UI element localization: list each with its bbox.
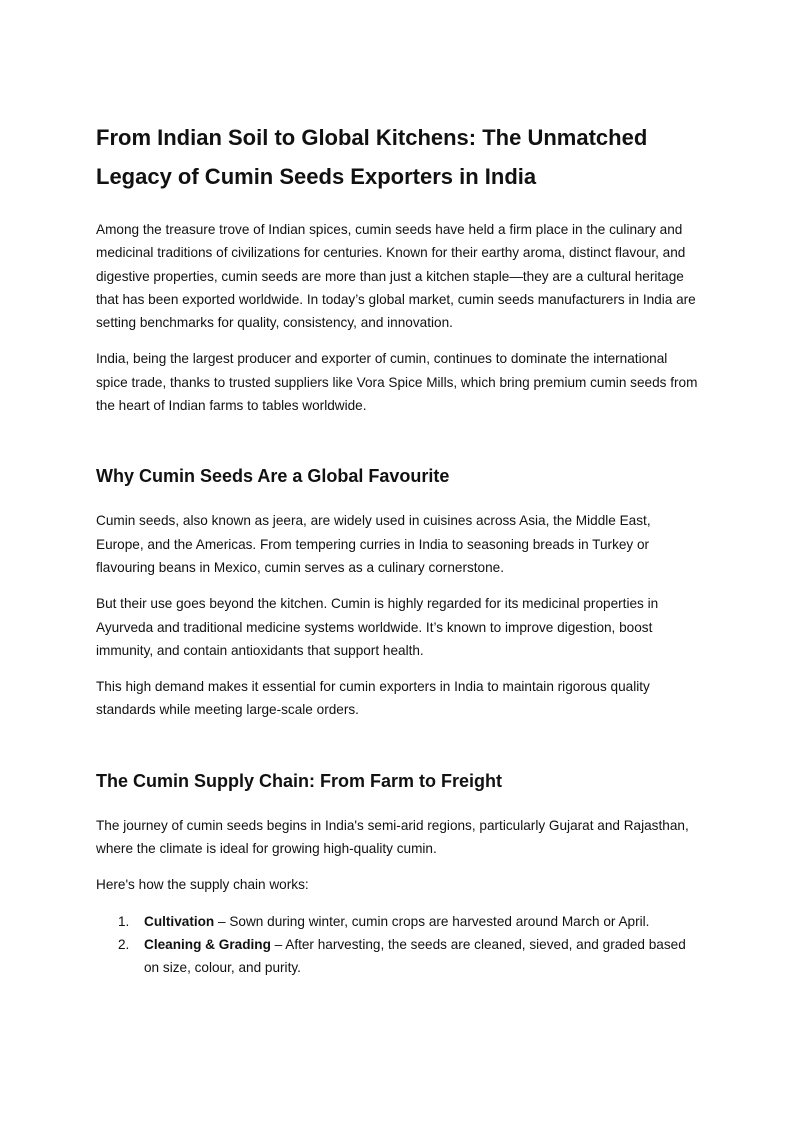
- list-item: [96, 933, 700, 980]
- list-item-number: 1.: [118, 913, 130, 929]
- supply-chain-steps: [96, 910, 700, 980]
- list-item-number: 2.: [118, 936, 130, 952]
- intro-paragraph-1: Among the treasure trove of Indian spices, cumin seeds have held a firm place in the culinary and medicinal traditions of civilizations for centuries. Known for their earthy aroma, distinct flavour, and digestive properties, cumin seeds are more than just a kitchen staple—they are a cultural heritage that has been exported worldwide. In today’s global market, cumin seeds manufacturers in India are setting benchmarks for quality, consistency, and innovation.: [96, 222, 696, 331]
- section2-paragraph-1: The journey of cumin seeds begins in India's semi-arid regions, particularly Gujarat and Rajasthan, where the climate is ideal for growing high-quality cumin.: [96, 817, 689, 857]
- section-heading-global-favourite: Why Cumin Seeds Are a Global Favourite: [96, 466, 450, 487]
- section-heading-supply-chain: The Cumin Supply Chain: From Farm to Freight: [96, 770, 503, 791]
- list-item-text: – Sown during winter, cumin crops are harvested around March or April.: [214, 913, 650, 929]
- section2-paragraph-2: Here's how the supply chain works:: [96, 877, 309, 893]
- section1-paragraph-3: This high demand makes it essential for cumin exporters in India to maintain rigorous quality standards while meeting large-scale orders.: [96, 679, 650, 718]
- article-title: From Indian Soil to Global Kitchens: The Unmatched Legacy of Cumin Seeds Exporters in India: [96, 125, 648, 189]
- list-item-text: – After harvesting, the seeds are cleaned, sieved, and graded based on size, colour, and purity.: [144, 936, 686, 976]
- list-item-term: Cleaning & Grading: [144, 936, 271, 952]
- document-page: [96, 118, 700, 980]
- section1-paragraph-1: Cumin seeds, also known as jeera, are widely used in cuisines across Asia, the Middle East, Europe, and the Americas. From tempering curries in India to seasoning breads in Turkey or flavouring beans in Mexico, cumin serves as a culinary cornerstone.: [96, 513, 651, 575]
- list-item: [96, 910, 700, 933]
- list-item-term: Cultivation: [144, 913, 215, 929]
- section1-paragraph-2: But their use goes beyond the kitchen. Cumin is highly regarded for its medicinal properties in Ayurveda and traditional medicine systems worldwide. It’s known to improve digestion, boost immunity, and contain antioxidants that support health.: [96, 596, 659, 658]
- intro-paragraph-2: India, being the largest producer and exporter of cumin, continues to dominate the international spice trade, thanks to trusted suppliers like Vora Spice Mills, which bring premium cumin seeds from the heart of Indian farms to tables worldwide.: [96, 351, 698, 414]
